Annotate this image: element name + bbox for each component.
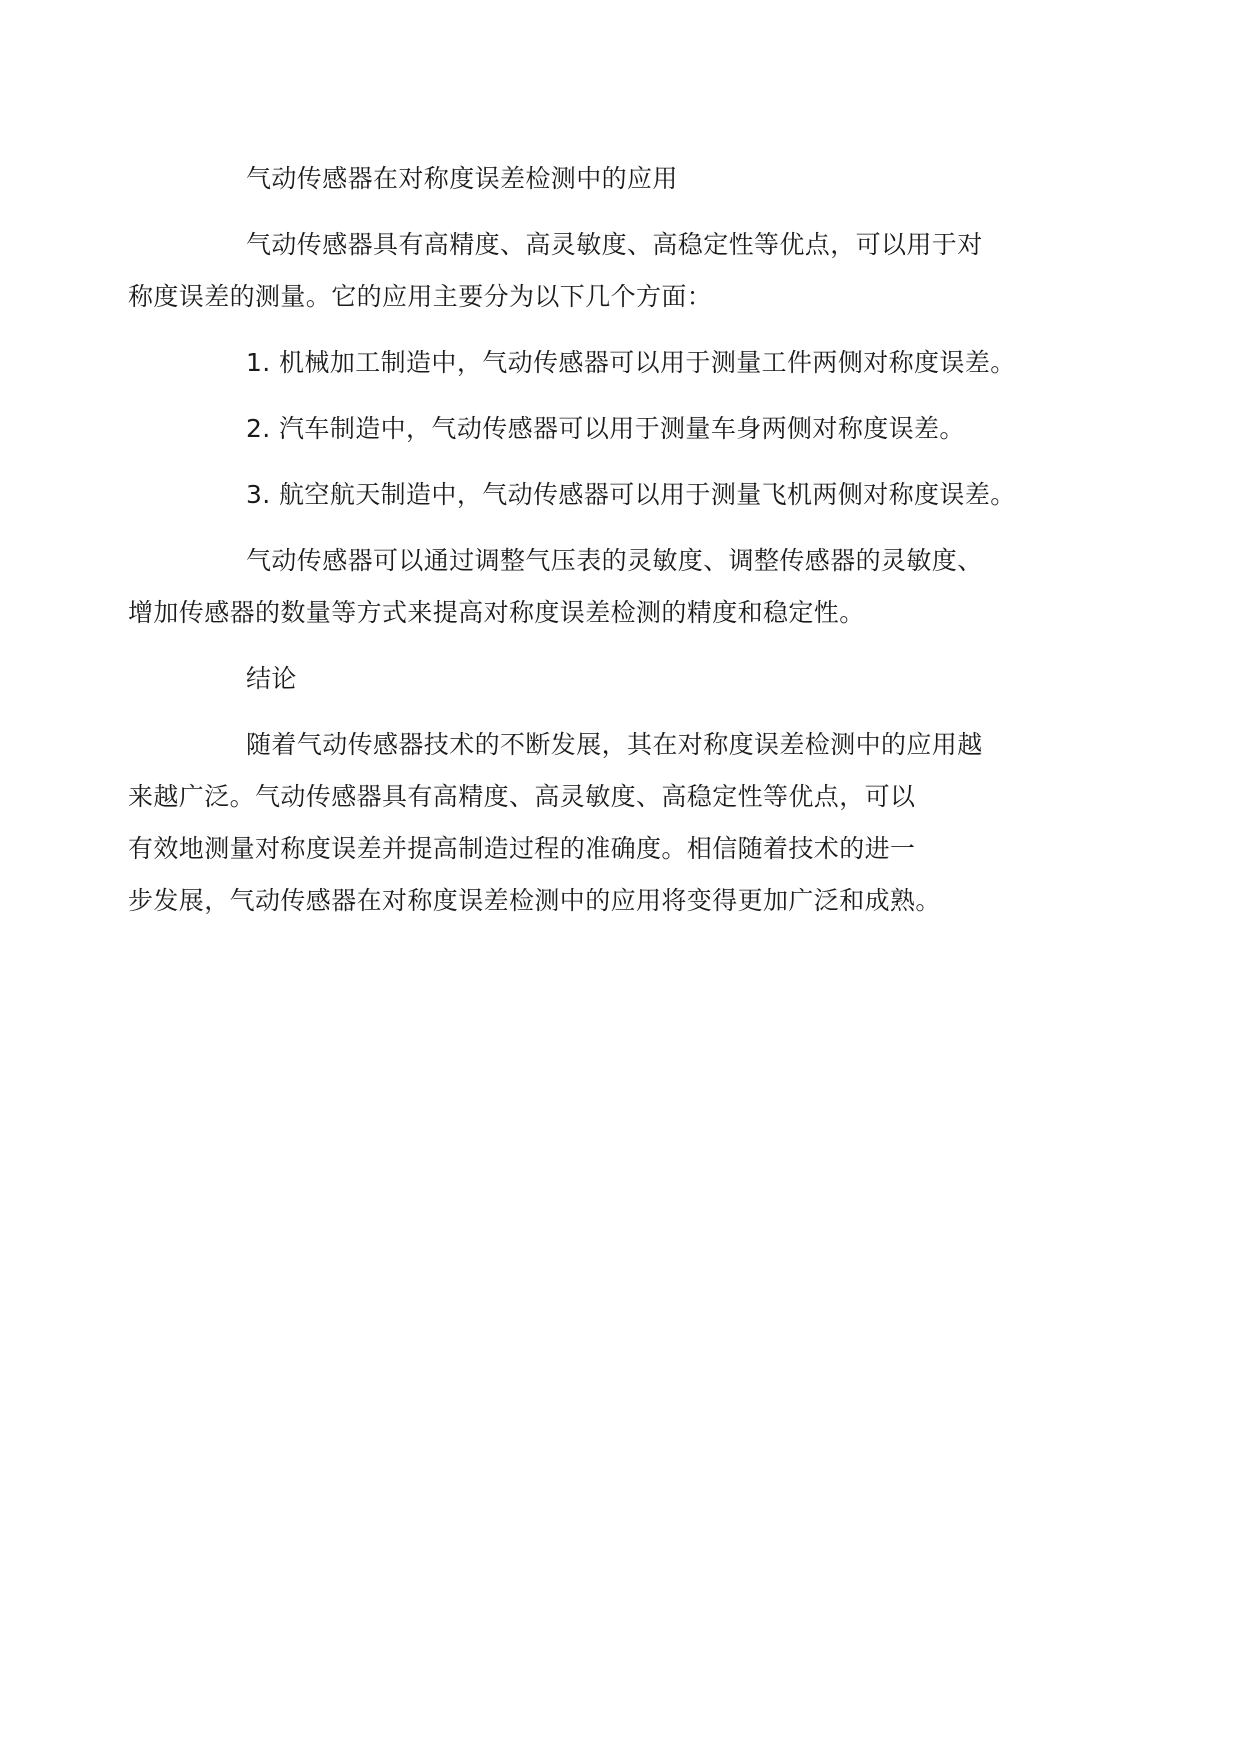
spacer xyxy=(187,455,1067,469)
spacer xyxy=(187,323,1067,337)
conclusion-title-text: 结论 xyxy=(246,664,297,693)
intro-line-1: 气动传感器具有高精度、高灵敏度、高稳定性等优点，可以用于对 xyxy=(246,230,983,259)
section-title-text: 气动传感器在对称度误差检测中的应用 xyxy=(246,164,678,193)
list-item-text: 航空航天制造中，气动传感器可以用于测量飞机两侧对称度误差。 xyxy=(279,480,1016,509)
list-item xyxy=(187,469,1067,521)
list-item-text: 机械加工制造中，气动传感器可以用于测量工件两侧对称度误差。 xyxy=(279,348,1016,377)
conclusion-line-1: 随着气动传感器技术的不断发展，其在对称度误差检测中的应用越 xyxy=(246,730,983,759)
spacer xyxy=(187,389,1067,403)
methods-line-2: 增加传感器的数量等方式来提高对称度误差检测的精度和稳定性。 xyxy=(128,598,865,627)
list-item-number: 1. xyxy=(246,348,271,377)
spacer xyxy=(187,521,1067,535)
document-body xyxy=(128,153,1067,927)
list-item xyxy=(187,403,1067,455)
spacer xyxy=(187,205,1067,219)
conclusion-line-2: 来越广泛。气动传感器具有高精度、高灵敏度、高稳定性等优点，可以 xyxy=(128,782,916,811)
conclusion-line-3: 有效地测量对称度误差并提高制造过程的准确度。相信随着技术的进一 xyxy=(128,834,916,863)
list-item xyxy=(187,337,1067,389)
intro-line-2: 称度误差的测量。它的应用主要分为以下几个方面： xyxy=(128,282,713,311)
methods-line-1: 气动传感器可以通过调整气压表的灵敏度、调整传感器的灵敏度、 xyxy=(246,546,983,575)
intro-paragraph xyxy=(128,219,1067,323)
spacer xyxy=(187,639,1067,653)
conclusion-title xyxy=(187,653,1067,705)
list-item-text: 汽车制造中，气动传感器可以用于测量车身两侧对称度误差。 xyxy=(279,414,965,443)
conclusion-line-4: 步发展，气动传感器在对称度误差检测中的应用将变得更加广泛和成熟。 xyxy=(128,886,941,915)
spacer xyxy=(187,705,1067,719)
methods-paragraph xyxy=(128,535,1067,639)
list-item-number: 3. xyxy=(246,480,271,509)
list-item-number: 2. xyxy=(246,414,271,443)
conclusion-paragraph xyxy=(128,719,1067,927)
section-title xyxy=(187,153,1067,205)
